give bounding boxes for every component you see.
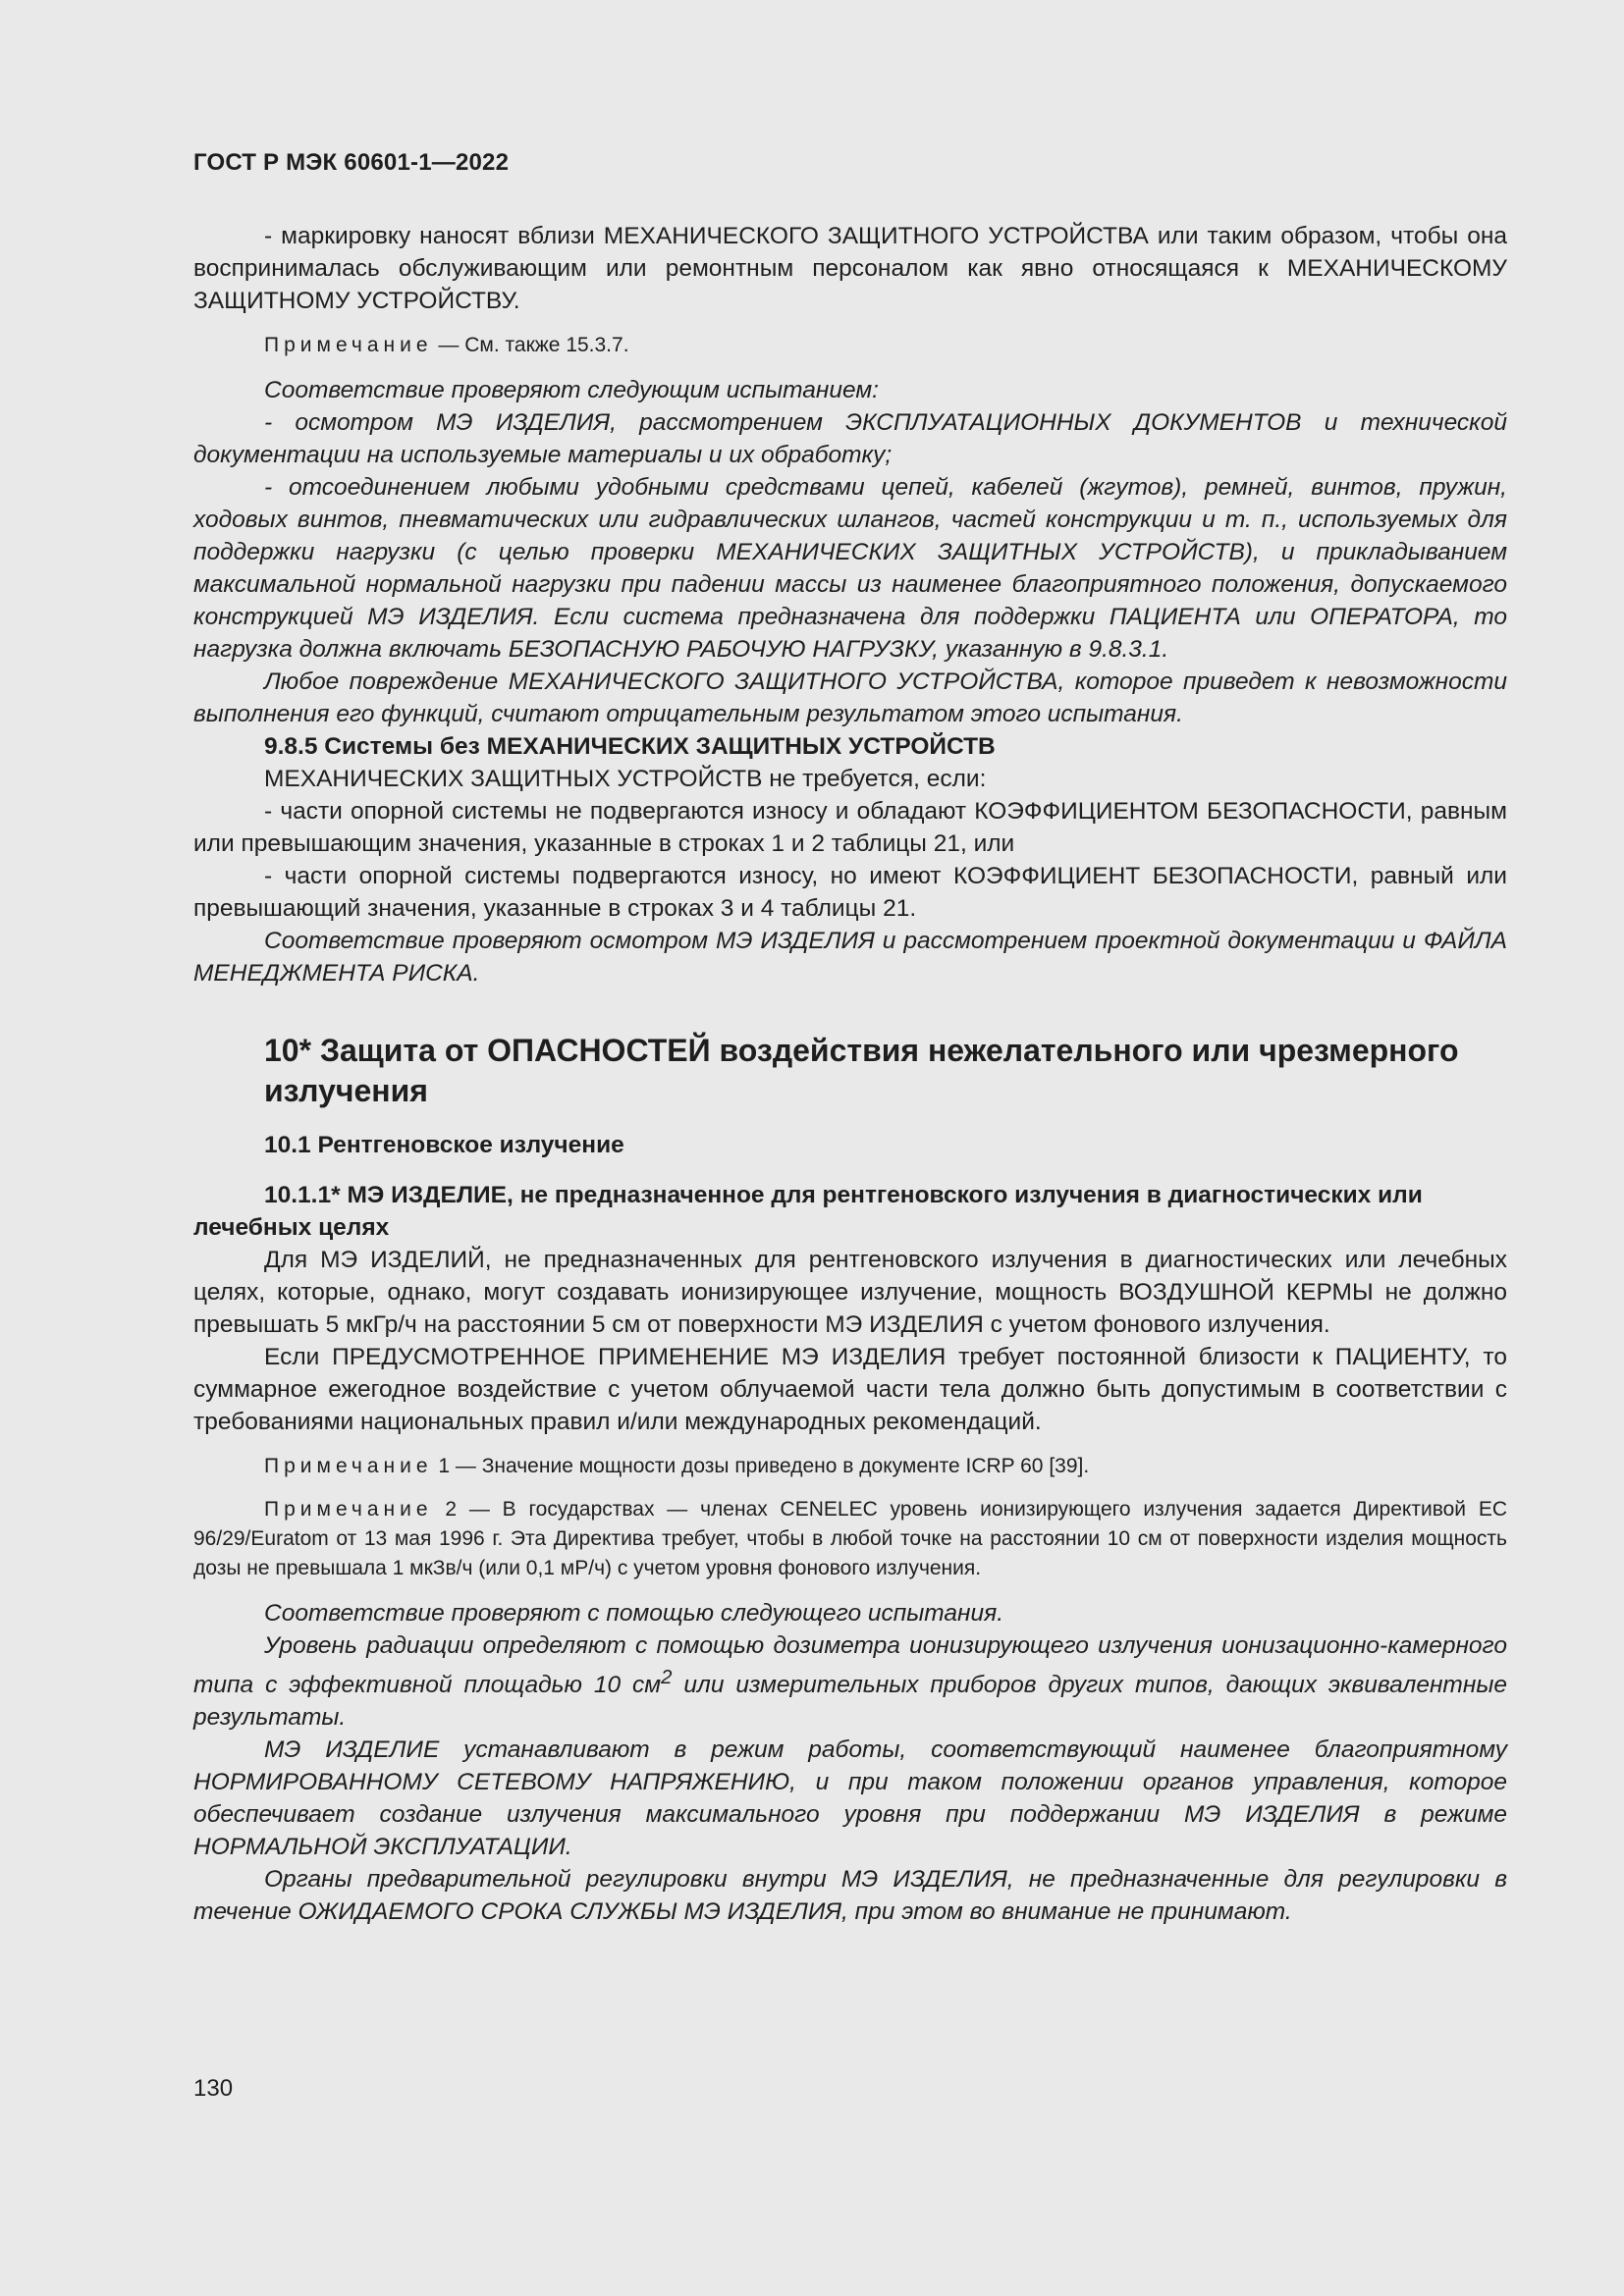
paragraph-marking: - маркировку наносят вблизи МЕХАНИЧЕСКОГО ЗАЩИТНОГО УСТРОЙСТВА или таким образом, чтобы она воспринималась обслуживающим или ремонтным персоналом как явно относящаяся к МЕХАНИЧЕСКОМУ ЗАЩИТНОМУ УСТРОЙСТВУ. xyxy=(193,223,1507,314)
document-header: ГОСТ Р МЭК 60601-1—2022 xyxy=(193,149,510,176)
document-page xyxy=(193,0,1507,2296)
note-text: 2 — В государствах — членах CENELEC уровень ионизирующего излучения задается Директивой ЕС 96/29/Euratom от 13 мая 1996 г. Эта Директива требует, чтобы в любой точке на расстоянии 10 см от поверхности изделия мощность дозы не превышала 1 мкЗв/ч (или 0,1 мР/ч) с учетом уровня фонового излучения. xyxy=(193,1498,1507,1579)
dosimeter-text-a: Уровень радиации определяют с помощью дозиметра ионизирующего излучения ионизационно-камерного типа с эффективной площадью 10 см xyxy=(193,1632,1507,1699)
note-2 xyxy=(193,1495,1507,1583)
compliance-disconnect: - отсоединением любыми удобными средствами цепей, кабелей (жгутов), ремней, винтов, пружин, ходовых винтов, пневматических или гидравлических шлангов, частей конструкции и т. п., используемых для поддержки нагрузки (с целью проверки МЕХАНИЧЕСКИХ ЗАЩИТНЫХ УСТРОЙСТВ), и прикладыванием максимальной нормальной нагрузки при падении массы из наименее благоприятного положения, допускаемого конструкцией МЭ ИЗДЕЛИЯ. Если система предназначена для поддержки ПАЦИЕНТА или ОПЕРАТОРА, то нагрузка должна включать БЕЗОПАСНУЮ РАБОЧУЮ НАГРУЗКУ, указанную в 9.8.3.1. xyxy=(193,474,1507,663)
compliance-inspection: - осмотром МЭ ИЗДЕЛИЯ, рассмотрением ЭКСПЛУАТАЦИОННЫХ ДОКУМЕНТОВ и технической документации на используемые материалы и их обработку; xyxy=(193,409,1507,468)
page-number: 130 xyxy=(193,2075,234,2102)
compliance-damage: Любое повреждение МЕХАНИЧЕСКОГО ЗАЩИТНОГО УСТРОЙСТВА, которое приведет к невозможности выполнения его функций, считают отрицательным результатом этого испытания. xyxy=(193,668,1507,727)
compliance-intro: Соответствие проверяют следующим испытанием: xyxy=(264,377,879,403)
compliance-mode: МЭ ИЗДЕЛИЕ устанавливают в режим работы, соответствующий наименее благоприятному НОРМИРОВАННОМУ СЕТЕВОМУ НАПРЯЖЕНИЮ, и при таком положении органов управления, которое обеспечивает создание излучения максимального уровня при поддержании МЭ ИЗДЕЛИЯ в режиме НОРМАЛЬНОЙ ЭКСПЛУАТАЦИИ. xyxy=(193,1736,1507,1861)
note-label: Примечание xyxy=(264,1498,433,1521)
paragraph-intended-use: Если ПРЕДУСМОТРЕННОЕ ПРИМЕНЕНИЕ МЭ ИЗДЕЛИЯ требует постоянной близости к ПАЦИЕНТУ, то суммарное ежегодное воздействие с учетом облучаемой части тела должно быть допустимым в соответствии с требованиями национальных правил и/или международных рекомендаций. xyxy=(193,1344,1507,1435)
section-10-heading: 10* Защита от ОПАСНОСТЕЙ воздействия нежелательного или чрезмерного излучения xyxy=(264,1033,1459,1108)
paragraph-air-kerma: Для МЭ ИЗДЕЛИЙ, не предназначенных для рентгеновского излучения в диагностических или лечебных целях, которые, однако, могут создавать ионизирующее излучение, мощность ВОЗДУШНОЙ КЕРМЫ не должно превышать 5 мкГр/ч на расстоянии 5 см от поверхности МЭ ИЗДЕЛИЯ с учетом фонового излучения. xyxy=(193,1247,1507,1338)
note-1 xyxy=(193,1452,1507,1481)
page-body xyxy=(193,220,1507,1928)
compliance-presets: Органы предварительной регулировки внутри МЭ ИЗДЕЛИЯ, не предназначенные для регулировки в течение ОЖИДАЕМОГО СРОКА СЛУЖБЫ МЭ ИЗДЕЛИЯ, при этом во внимание не принимают. xyxy=(193,1866,1507,1926)
section-10-1-heading: 10.1 Рентгеновское излучение xyxy=(264,1132,624,1158)
superscript: 2 xyxy=(661,1667,673,1688)
note-label: Примечание xyxy=(264,1455,433,1477)
section-10-1-1-heading: 10.1.1* МЭ ИЗДЕЛИЕ, не предназначенное для рентгеновского излучения в диагностических или лечебных целях xyxy=(193,1182,1423,1241)
dosimeter-text-b: или измерительных приборов других типов, дающих эквивалентные результаты. xyxy=(193,1672,1507,1732)
paragraph-not-required: МЕХАНИЧЕСКИХ ЗАЩИТНЫХ УСТРОЙСТВ не требуется, если: xyxy=(264,766,987,792)
note-label: Примечание xyxy=(264,334,433,356)
compliance-test-intro: Соответствие проверяют с помощью следующего испытания. xyxy=(264,1600,1004,1627)
section-9-8-5-heading: 9.8.5 Системы без МЕХАНИЧЕСКИХ ЗАЩИТНЫХ УСТРОЙСТВ xyxy=(264,733,996,760)
paragraph-wear: - части опорной системы подвергаются износу, но имеют КОЭФФИЦИЕНТ БЕЗОПАСНОСТИ, равный или превышающий значения, указанные в строках 3 и 4 таблицы 21. xyxy=(193,863,1507,922)
note-text: — См. также 15.3.7. xyxy=(432,334,629,356)
compliance-dosimeter xyxy=(193,1629,1507,1734)
note-see-also xyxy=(193,331,1507,360)
paragraph-no-wear: - части опорной системы не подвергаются износу и обладают КОЭФФИЦИЕНТОМ БЕЗОПАСНОСТИ, равным или превышающим значения, указанные в строках 1 и 2 таблицы 21, или xyxy=(193,798,1507,857)
note-text: 1 — Значение мощности дозы приведено в документе ICRP 60 [39]. xyxy=(432,1455,1090,1477)
compliance-risk-file: Соответствие проверяют осмотром МЭ ИЗДЕЛИЯ и рассмотрением проектной документации и ФАЙЛА МЕНЕДЖМЕНТА РИСКА. xyxy=(193,928,1507,987)
